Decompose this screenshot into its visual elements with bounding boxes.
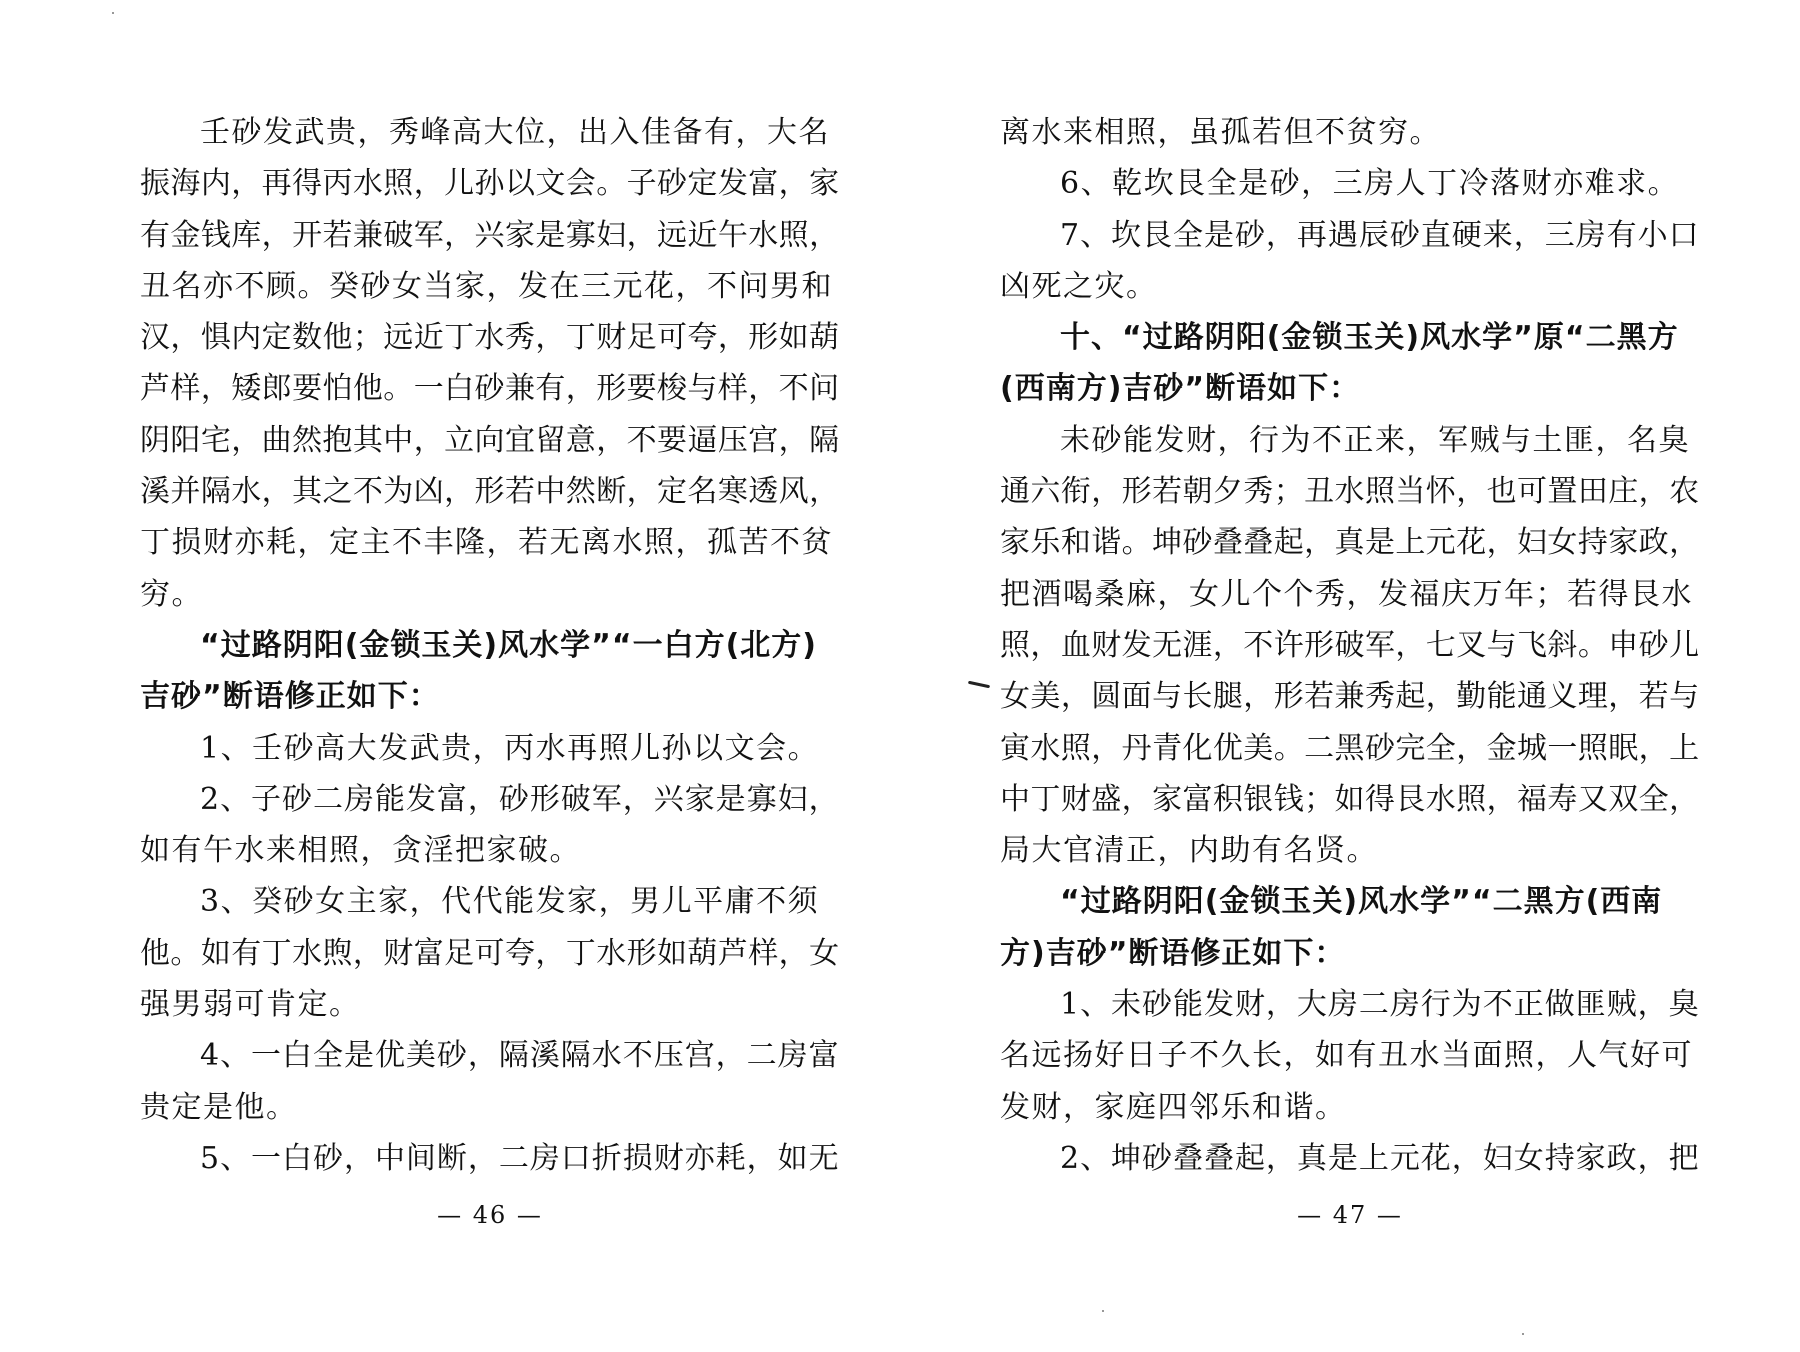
- text-line: 发财，家庭四邻乐和谐。: [1000, 1089, 1347, 1125]
- text-line: 芦样，矮郎要怕他。一白砂兼有，形要梭与样，不问: [140, 371, 840, 407]
- section-heading-line: “过路阴阳(金锁玉关)风水学”“二黑方(西南: [1060, 884, 1663, 920]
- margin-pen-mark: [968, 681, 990, 689]
- text-line: 寅水照，丹青化优美。二黑砂完全，金城一照眠，上: [1000, 730, 1700, 766]
- text-line: 如有午水来相照，贪淫把家破。: [140, 833, 581, 869]
- text-line: 凶死之灾。: [1000, 268, 1158, 304]
- text-line: 强男弱可肯定。: [140, 987, 361, 1023]
- text-line: 振海内，再得丙水照，儿孙以文会。子砂定发富，家: [140, 166, 840, 202]
- text-line: 1、未砂能发财，大房二房行为不正做匪贼，臭: [1060, 987, 1700, 1023]
- text-line: 丑名亦不顾。癸砂女当家，发在三元花，不问男和: [140, 268, 833, 304]
- left-page-body: [140, 107, 840, 1184]
- text-line: 照，血财发无涯，不许形破军，七叉与飞斜。申砂儿: [1000, 627, 1700, 663]
- text-line: 3、癸砂女主家，代代能发家，男儿平庸不须: [200, 884, 820, 920]
- text-line: 5、一白砂，中间断，二房口折损财亦耗，如无: [200, 1140, 840, 1176]
- section-heading-line: 吉砂”断语修正如下：: [140, 679, 440, 715]
- text-line: 把酒喝桑麻，女儿个个秀，发福庆万年；若得艮水: [1000, 576, 1693, 612]
- text-line: 贵定是他。: [140, 1089, 298, 1125]
- text-line: 6、乾坎艮全是砂，三房人丁冷落财亦难求。: [1060, 166, 1680, 202]
- text-line: 局大官清正，内助有名贤。: [1000, 833, 1378, 869]
- text-line: 家乐和谐。坤砂叠叠起，真是上元花，妇女持家政，: [1000, 525, 1700, 561]
- text-line: 阴阳宅，曲然抱其中，立向宜留意，不要逼压宫，隔: [140, 422, 840, 458]
- text-line: 女美，圆面与长腿，形若兼秀起，勤能通义理，若与: [1000, 679, 1700, 715]
- text-line: 汉，惧内定数他；远近丁水秀，丁财足可夸，形如葫: [140, 320, 840, 356]
- scan-speck: [1102, 1310, 1104, 1312]
- right-page: [1000, 0, 1700, 1352]
- scan-speck: [1522, 1333, 1524, 1335]
- text-line: 未砂能发财，行为不正来，军贼与土匪，名臭: [1060, 422, 1690, 458]
- text-line: 壬砂发武贵，秀峰高大位，出入佳备有，大名: [200, 115, 830, 150]
- left-page-number: — 46 —: [437, 1201, 543, 1229]
- scan-speck: [112, 12, 114, 14]
- section-heading-line: (西南方)吉砂”断语如下：: [1000, 371, 1361, 407]
- text-line: 名远扬好日子不久长，如有丑水当面照，人气好可: [1000, 1038, 1693, 1074]
- text-line: 他。如有丁水煦，财富足可夸，丁水形如葫芦样，女: [140, 935, 840, 971]
- text-line: 溪并隔水，其之不为凶，形若中然断，定名寒透风，: [140, 474, 840, 510]
- text-line: 4、一白全是优美砂，隔溪隔水不压宫，二房富: [200, 1038, 840, 1074]
- section-heading-line: 方)吉砂”断语修正如下：: [1000, 935, 1346, 971]
- text-line: 穷。: [140, 576, 203, 612]
- text-line: 通六衔，形若朝夕秀；丑水照当怀，也可置田庄，农: [1000, 474, 1700, 510]
- left-page: [140, 0, 840, 1352]
- text-line: 7、坎艮全是砂，再遇辰砂直硬来，三房有小口: [1060, 217, 1700, 253]
- text-line: 丁损财亦耗，定主不丰隆，若无离水照，孤苦不贫: [140, 525, 833, 561]
- right-page-number: — 47 —: [1297, 1201, 1403, 1229]
- text-line: 中丁财盛，家富积银钱；如得艮水照，福寿又双全，: [1000, 781, 1700, 817]
- text-line: 1、壬砂高大发武贵，丙水再照儿孙以文会。: [200, 730, 820, 766]
- right-page-body: [1000, 107, 1700, 1184]
- text-line: 2、坤砂叠叠起，真是上元花，妇女持家政，把: [1060, 1140, 1700, 1176]
- section-heading-line: 十、“过路阴阳(金锁玉关)风水学”原“二黑方: [1060, 320, 1679, 356]
- text-line: 有金钱库，开若兼破军，兴家是寡妇，远近午水照，: [140, 217, 840, 253]
- section-heading-line: “过路阴阳(金锁玉关)风水学”“一白方(北方): [200, 627, 817, 663]
- text-line: 2、子砂二房能发富，砂形破军，兴家是寡妇，: [200, 781, 840, 817]
- text-line: 离水来相照，虽孤若但不贫穷。: [1000, 115, 1441, 150]
